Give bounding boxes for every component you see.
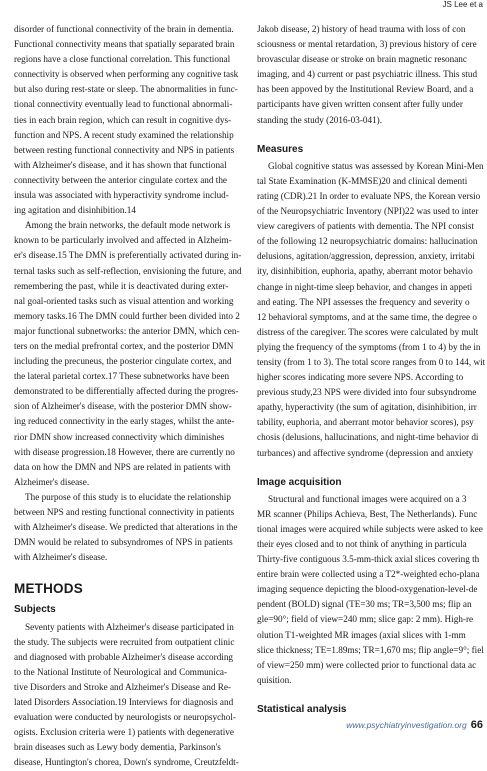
text-line: with disease progression.18 However, there are currently no (14, 446, 235, 457)
text-line: pendent (BOLD) signal (TE=30 ms; TR=3,500 ms; flip an (257, 599, 472, 610)
text-line: Global cognitive status was assessed by Korean Mini-Men (268, 160, 484, 171)
text-line: change in night-time sleep behavior, and changes in appeti (257, 281, 473, 292)
page-footer (346, 719, 483, 731)
text-line: remembering the past, while it is deactivated during exter- (14, 280, 229, 291)
text-line: of the following 12 neuropsychiatric domains: hallucination (257, 236, 478, 247)
text-line: view caregivers of patients with dementia. The NPI consist (257, 221, 474, 232)
text-line: and diagnosed with probable Alzheimer's disease according (14, 651, 234, 662)
text-line: rating (CDR).21 In order to evaluate NPS, the Korean versio (257, 190, 481, 201)
measures-paragraph (257, 159, 485, 461)
intro-paragraph-1 (14, 22, 242, 218)
text-line: regions have a close functional correlation. This functional (14, 54, 231, 65)
text-line: ters on the medial prefrontal cortex, and the posterior DMN (14, 340, 234, 351)
text-line: disease, Huntington's chorea, Down's syndrome, Creutzfeldt- (14, 757, 239, 768)
measures-heading: Measures (257, 143, 304, 155)
text-line: brain diseases such as Lewy body dementia, Parkinson's (14, 742, 221, 753)
text-line: to the National Institute of Neurological and Communica- (14, 666, 228, 677)
text-line: between resting functional connectivity and NPS in patients (14, 144, 235, 155)
text-line: has been appoved by the Institutional Review Board, and a (257, 84, 474, 95)
text-line: ity, disinhibition, euphoria, apathy, aberrant motor behavio (257, 266, 473, 277)
text-line: standing the study (2016-03-041). (257, 114, 383, 125)
text-line: disorder of functional connectivity of the brain in dementia. (14, 24, 234, 34)
methods-heading: METHODS (14, 581, 83, 597)
text-line: participants have given written consent after fully under (257, 99, 463, 110)
text-line: tability, euphoria, and aberrant motor behavior scores), psy (257, 417, 474, 428)
text-line: but also during rest-state or sleep. The abnormalities in func- (14, 84, 238, 95)
text-line: entire brain were collected using a T2*-weighted echo-plana (257, 569, 480, 580)
text-line: tional images were acquired while subjects were asked to kee (257, 523, 483, 534)
text-line: ties in each brain region, which can result in cognitive dys- (14, 114, 232, 125)
text-line: Seventy patients with Alzheimer's disease participated in (25, 621, 234, 632)
text-line: of view=250 mm) were collected prior to functional data ac (257, 659, 477, 670)
text-line: brovascular disease or stroke on brain magnetic resonanc (257, 54, 467, 65)
text-line: sion of Alzheimer's disease, with the posterior DMN show- (14, 401, 232, 412)
text-line: ing reduced connectivity in the early stages, whilst the ante- (14, 416, 235, 427)
image-acquisition-heading: Image acquisition (257, 476, 342, 488)
text-line: higher scores indicating more severe NPS. According to (257, 372, 464, 383)
text-line: function and NPS. A recent study examined the relationship (14, 129, 234, 140)
text-line: previous study,23 NPS were divided into four subsyndrome (257, 387, 477, 398)
text-line: the lateral parietal cortex.17 These subnetworks have been (14, 371, 230, 382)
text-line: olution T1-weighted MR images (axial slices with 1-mm (257, 629, 466, 640)
text-line: rior DMN show increased connectivity which diminishes (14, 431, 225, 442)
text-line: sciousness or mental retardation, 3) previous history of cere (257, 39, 477, 50)
text-line: gle=90°; field of view=240 mm; slice gap: 2 mm). High-re (257, 614, 474, 625)
text-line: including the precuneus, the posterior cingulate cortex, and (14, 356, 232, 367)
text-line: the study. The subjects were recruited from outpatient clinic (14, 636, 235, 647)
text-line: chosis (delusions, hallucinations, and night-time behavior di (257, 432, 479, 443)
text-line: connectivity is observed when performing any cognitive task (14, 69, 239, 80)
text-line: insula was associated with hyperactivity syndrome includ- (14, 190, 229, 201)
text-line: and eating. The NPI assesses the frequency and severity o (257, 296, 470, 307)
text-line: lated Disorders Association.19 Interviews for diagnosis and (14, 697, 234, 708)
text-line: ogists. Exclusion criteria were 1) patients with degenerative (14, 727, 234, 738)
text-line: their eyes closed and to not think of anything in particula (257, 539, 467, 549)
left-column (14, 22, 242, 771)
text-line: Thirty-five contiguous 3.5-mm-thick axial slices covering th (257, 554, 480, 565)
text-line: delusions, agitation/aggression, depression, anxiety, irritabi (257, 251, 475, 262)
text-line: with Alzheimer's disease, and it has shown that functional (14, 159, 227, 170)
text-line: with Alzheimer's disease. (14, 552, 108, 563)
text-line: DMN would be related to subsyndromes of NPS in patients (14, 537, 233, 548)
text-line: Structural and functional images were acquired on a 3 (268, 493, 467, 504)
text-line: MR scanner (Philips Achieva, Best, The Netherlands). Func (257, 508, 478, 519)
text-line: connectivity between the anterior cingulate cortex and the (14, 174, 228, 185)
text-line: ing agitation and disinhibition.14 (14, 205, 136, 216)
text-line: nal goal-oriented tasks such as visual attention and working (14, 295, 234, 306)
subjects-paragraph-continued (257, 22, 485, 128)
text-line: demonstrated to be differentially affected during the progres- (14, 386, 239, 397)
text-line: quisition. (257, 674, 292, 685)
text-line: 12 behavioral symptoms, and at the same time, the degree o (257, 311, 477, 322)
image-acquisition-paragraph (257, 492, 485, 688)
intro-paragraph-3 (14, 490, 242, 565)
subjects-paragraph (14, 620, 242, 771)
text-line: major functional subnetworks: the anterior DMN, which cen- (14, 325, 240, 336)
intro-paragraph-2 (14, 218, 242, 490)
right-column (257, 22, 485, 717)
subjects-heading: Subjects (14, 604, 56, 616)
text-line: with Alzheimer's disease. We predicted that alterations in the (14, 522, 238, 533)
text-line: turbances) and affective syndrome (depression and anxiety (257, 447, 474, 458)
text-line: Functional connectivity means that spatially separated brain (14, 39, 235, 50)
journal-url[interactable]: www.psychiatryinvestigation.org (346, 720, 467, 730)
text-line: ternal tasks such as self-reflection, envisioning the future, and (14, 265, 242, 276)
text-line: evaluation were conducted by neurologists or neuropsychol- (14, 712, 236, 723)
text-line: between NPS and resting functional connectivity in patients (14, 507, 235, 517)
text-line: known to be particularly involved and affected in Alzheim- (14, 235, 232, 246)
text-line: tive Disorders and Stroke and Alzheimer's Disease and Re- (14, 681, 231, 692)
text-line: imaging sequence depicting the blood-oxygenation-level-de (257, 584, 478, 595)
text-line: data on how the DMN and NPS are related in patients with (14, 461, 231, 472)
text-line: plying the frequency of the symptoms (from 1 to 4) by the in (257, 341, 481, 352)
text-line: tensity (from 1 to 3). The total score ranges from 0 to 144, wit (257, 356, 485, 367)
text-line: The purpose of this study is to elucidate the relationship (25, 491, 231, 502)
text-line: Among the brain networks, the default mode network is (25, 220, 231, 231)
text-line: Jakob disease, 2) history of head trauma with loss of con (257, 24, 466, 34)
statistical-analysis-heading: Statistical analysis (257, 703, 347, 715)
running-head: JS Lee et a (442, 0, 483, 9)
text-line: tional connectivity eventually lead to functional abnormali- (14, 99, 233, 110)
text-line: of the Neuropsychiatric Inventory (NPI)22 was used to inter (257, 206, 479, 217)
text-line: tal State Examination (K-MMSE)20 and clinical dementi (257, 175, 468, 186)
text-line: memory tasks.16 The DMN could further been divided into 2 (14, 310, 240, 321)
text-line: imaging, and 4) current or past psychiatric illness. This stud (257, 69, 478, 80)
text-line: apathy, hyperactivity (the sum of agitation, disinhibition, irr (257, 402, 477, 413)
text-line: slice thickness; TE=1.89ms; TR=1,670 ms; flip angle=9°; fiel (257, 644, 484, 655)
text-line: distress of the caregiver. The scores were calculated by mult (257, 326, 479, 337)
page-number: 66 (470, 719, 483, 731)
text-line: Alzheimer's disease. (14, 476, 90, 487)
text-line: er's disease.15 The DMN is preferentially activated during in- (14, 250, 242, 261)
